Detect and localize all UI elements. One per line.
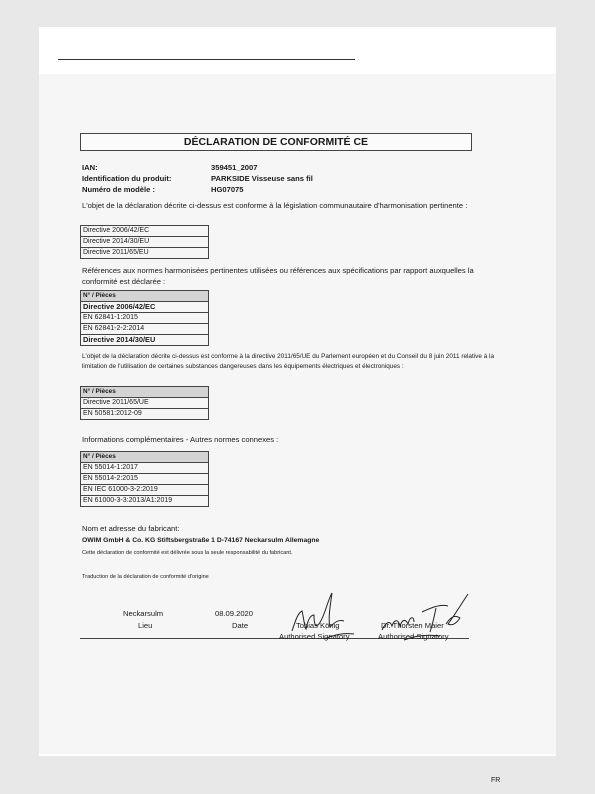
manufacturer-address: OWIM GmbH & Co. KG Stiftsbergstraße 1 D-74167 Neckarsulm Allemagne — [82, 537, 320, 544]
field-value: PARKSIDE Visseuse sans fil — [211, 174, 313, 183]
standards-table-1 — [80, 290, 209, 346]
table-cell: EN 62841-2-2:2014 — [81, 324, 209, 335]
field-value: HG07075 — [211, 185, 244, 194]
responsibility-note: Cette déclaration de conformité est délivrée sous la seule responsabilité du fabricant. — [82, 550, 293, 556]
signature-1-icon — [284, 589, 359, 649]
table-cell: EN 62841-1:2015 — [81, 313, 209, 324]
table-cell: Directive 2006/42/EC — [81, 302, 209, 313]
language-code: FR — [491, 777, 501, 784]
standards-table-3 — [80, 451, 209, 507]
signature-2-icon — [374, 586, 474, 651]
signatory-1-role: Authorised Signatory — [279, 632, 350, 641]
signatory-2-role: Authorised Signatory — [378, 632, 449, 641]
field-value: 359451_2007 — [211, 163, 258, 172]
intro-text: L'objet de la déclaration décrite ci-dessus est conforme à la législation communautaire d'harmonisation pertinente : — [82, 201, 468, 210]
signatory-2-name: Dr. Thorsten Maier — [381, 621, 444, 630]
table-cell: Directive 2011/65/EU — [81, 248, 209, 259]
table-cell: Directive 2011/65/UE — [81, 398, 209, 409]
field-label: Numéro de modèle : — [82, 185, 155, 194]
table-header: N° / Pièces — [81, 387, 209, 398]
signatory-1-name: Tobias König — [296, 621, 340, 630]
table-cell: EN IEC 61000-3-2:2019 — [81, 485, 209, 496]
table-header: N° / Pièces — [81, 452, 209, 463]
header-rule — [58, 59, 355, 60]
place-value: Neckarsulm — [123, 609, 164, 618]
rohs-text: L'objet de la déclaration décrite ci-dessus est conforme à la directive 2011/65/UE du Parlement européen et du Conseil du 8 juin 2011 relative à la limitation de l'utilisation de certaines substances dangereuses dans les équipements électriques et électroniques : — [82, 353, 495, 370]
directives-table — [80, 225, 209, 259]
manufacturer-label: Nom et adresse du fabricant: — [82, 524, 180, 533]
table-cell: EN 50581:2012-09 — [81, 409, 209, 420]
table-cell: Directive 2014/30/EU — [81, 335, 209, 346]
table-cell: EN 55014-1:2017 — [81, 463, 209, 474]
table-cell: EN 61000-3-3:2013/A1:2019 — [81, 496, 209, 507]
table-cell: Directive 2006/42/EC — [81, 226, 209, 237]
scanned-declaration — [39, 74, 556, 784]
date-label: Date — [232, 621, 249, 630]
complementary-text: Informations complémentaires - Autres normes connexes : — [82, 435, 279, 444]
table-header: N° / Pièces — [81, 291, 209, 302]
date-value: 08.09.2020 — [215, 609, 254, 618]
declaration-title: DÉCLARATION DE CONFORMITÉ CE — [80, 133, 472, 151]
field-label: Identification du produit: — [82, 174, 172, 183]
table-cell: EN 55014-2:2015 — [81, 474, 209, 485]
references-text: Références aux normes harmonisées pertinentes utilisées ou références aux spécifications par rapport auxquelles la conformité est déclarée : — [82, 266, 474, 286]
standards-table-2 — [80, 386, 209, 420]
table-cell: Directive 2014/30/EU — [81, 237, 209, 248]
place-label: Lieu — [138, 621, 153, 630]
document-page — [39, 27, 556, 784]
field-label: IAN: — [82, 163, 98, 172]
translation-note: Traduction de la déclaration de conformité d'origine — [82, 574, 209, 580]
